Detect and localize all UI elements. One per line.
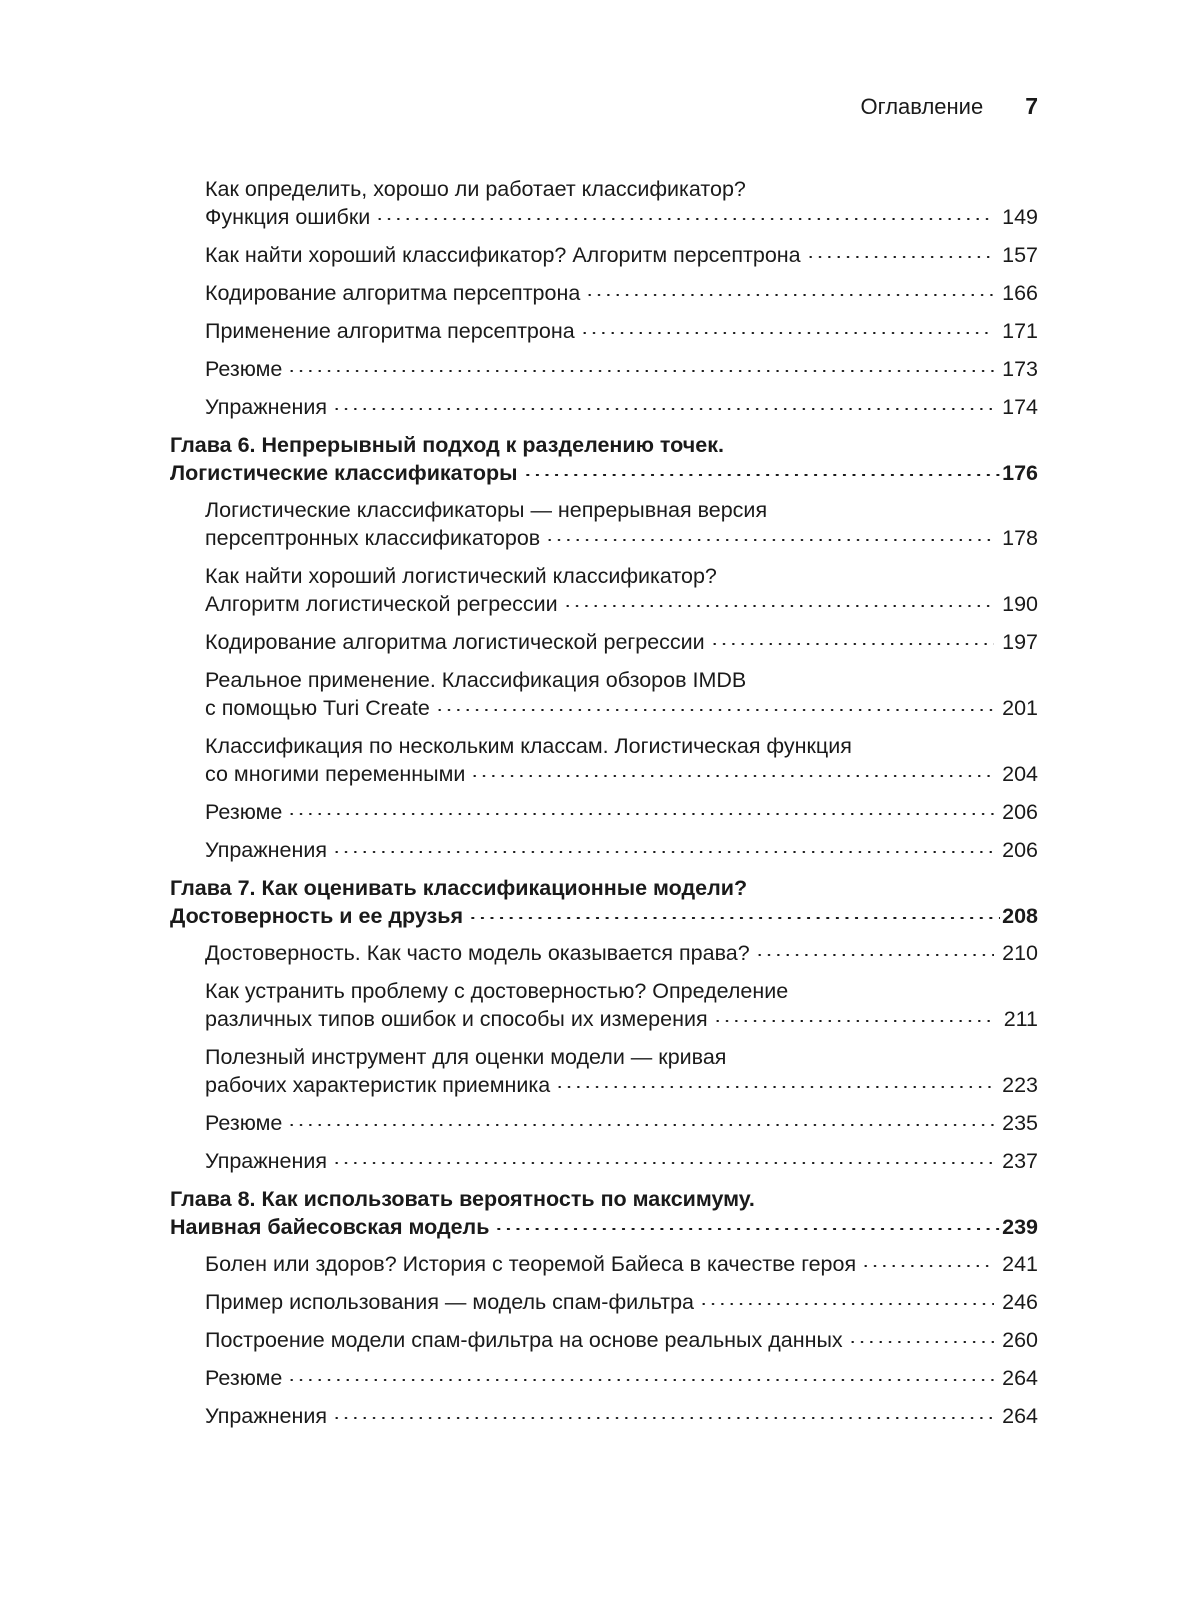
toc-section-entry: [170, 496, 1038, 552]
toc-page-number: 235: [1002, 1111, 1038, 1135]
dot-leader: [332, 1162, 994, 1164]
dot-leader: [332, 851, 994, 853]
dot-leader: [494, 1228, 1000, 1230]
toc-entry-title-line: Полезный инструмент для оценки модели — кривая: [205, 1045, 727, 1069]
dot-leader: [287, 1124, 994, 1126]
dot-leader: [699, 1303, 994, 1305]
toc-entry-last-line: [205, 1364, 1038, 1392]
toc-entry-title: Применение алгоритма персептрона: [205, 319, 575, 343]
toc-page-number: 246: [1002, 1290, 1038, 1314]
dot-leader: [710, 643, 994, 645]
toc-chapter-entry: [170, 1185, 1038, 1241]
dot-leader: [470, 775, 994, 777]
toc-page-number: 171: [1002, 319, 1038, 343]
toc-section-entry: [170, 317, 1038, 345]
dot-leader: [332, 408, 994, 410]
toc-page-number: 208: [1002, 904, 1038, 928]
toc-entry-title-line: Как определить, хорошо ли работает классификатор?: [205, 177, 746, 201]
toc-section-entry: [170, 977, 1038, 1033]
toc-page-number: 190: [1002, 592, 1038, 616]
toc-entry-last-line: [205, 1288, 1038, 1316]
page-number: 7: [1025, 93, 1038, 119]
toc-entry-title: Кодирование алгоритма персептрона: [205, 281, 581, 305]
toc-section-entry: [170, 798, 1038, 826]
running-header: [170, 93, 1038, 120]
toc-page-number: 223: [1002, 1073, 1038, 1097]
toc-section-entry: [170, 732, 1038, 788]
toc-entry-title-line: Глава 6. Непрерывный подход к разделению точек.: [170, 433, 724, 457]
toc-entry-title: Построение модели спам-фильтра на основе реальных данных: [205, 1328, 843, 1352]
toc-entry-title-line: Глава 7. Как оценивать классификационные модели?: [170, 876, 748, 900]
toc-entry-title: Резюме: [205, 357, 283, 381]
toc-entry-last-line: [205, 279, 1038, 307]
toc-section-entry: [170, 279, 1038, 307]
toc-entry-title: Упражнения: [205, 838, 327, 862]
dot-leader: [806, 256, 995, 258]
dot-leader: [287, 813, 994, 815]
dot-leader: [435, 709, 994, 711]
toc-section-entry: [170, 939, 1038, 967]
toc-entry-last-line: [170, 1213, 1038, 1241]
toc-entry-title-line: Классификация по нескольким классам. Логистическая функция: [205, 734, 852, 758]
toc-entry-title-line: Логистические классификаторы — непрерывная версия: [205, 498, 768, 522]
toc-chapter-entry: [170, 874, 1038, 930]
toc-section-entry: [170, 393, 1038, 421]
toc-section-entry: [170, 1326, 1038, 1354]
table-of-contents: [170, 175, 1038, 1440]
toc-entry-title: Достоверность и ее друзья: [170, 904, 464, 928]
dot-leader: [861, 1265, 994, 1267]
dot-leader: [580, 332, 994, 334]
dot-leader: [287, 1379, 994, 1381]
toc-section-entry: [170, 1109, 1038, 1137]
toc-page-number: 239: [1002, 1215, 1038, 1239]
toc-entry-last-line: [170, 902, 1038, 930]
toc-page-number: 211: [1003, 1007, 1038, 1031]
toc-entry-last-line: [205, 1005, 1038, 1033]
toc-page-number: 206: [1002, 838, 1038, 862]
toc-entry-title: Кодирование алгоритма логистической регрессии: [205, 630, 705, 654]
toc-entry-title: Резюме: [205, 800, 283, 824]
toc-section-entry: [170, 175, 1038, 231]
dot-leader: [545, 539, 994, 541]
toc-entry-last-line: [205, 836, 1038, 864]
toc-entry-title: с помощью Turi Create: [205, 696, 430, 720]
dot-leader: [287, 370, 994, 372]
toc-page-number: 264: [1002, 1404, 1038, 1428]
dot-leader: [563, 605, 994, 607]
dot-leader: [585, 294, 994, 296]
toc-entry-title: Наивная байесовская модель: [170, 1215, 490, 1239]
toc-entry-last-line: [205, 393, 1038, 421]
toc-entry-title: Как найти хороший классификатор? Алгоритм персептрона: [205, 243, 801, 267]
toc-section-entry: [170, 1250, 1038, 1278]
toc-section-entry: [170, 628, 1038, 656]
dot-leader: [848, 1341, 994, 1343]
toc-entry-last-line: [205, 1071, 1038, 1099]
toc-entry-title: Резюме: [205, 1366, 283, 1390]
toc-entry-last-line: [205, 628, 1038, 656]
toc-section-entry: [170, 562, 1038, 618]
toc-section-entry: [170, 1043, 1038, 1099]
toc-page-number: 210: [1002, 941, 1038, 965]
toc-entry-title: Функция ошибки: [205, 205, 371, 229]
toc-entry-last-line: [170, 459, 1038, 487]
toc-page-number: 149: [1002, 205, 1038, 229]
toc-section-entry: [170, 1402, 1038, 1430]
toc-page-number: 241: [1002, 1252, 1038, 1276]
toc-entry-title: Алгоритм логистической регрессии: [205, 592, 558, 616]
toc-entry-last-line: [205, 760, 1038, 788]
toc-entry-last-line: [205, 524, 1038, 552]
toc-section-entry: [170, 355, 1038, 383]
toc-section-entry: [170, 1364, 1038, 1392]
toc-entry-last-line: [205, 317, 1038, 345]
toc-entry-last-line: [205, 1326, 1038, 1354]
toc-entry-title: Резюме: [205, 1111, 283, 1135]
toc-page-number: 173: [1002, 357, 1038, 381]
toc-entry-title: рабочих характеристик приемника: [205, 1073, 551, 1097]
toc-entry-title-line: Глава 8. Как использовать вероятность по максимуму.: [170, 1187, 755, 1211]
dot-leader: [713, 1020, 996, 1022]
toc-entry-title-line: Как устранить проблему с достоверностью? Определение: [205, 979, 789, 1003]
toc-page-number: 260: [1002, 1328, 1038, 1352]
dot-leader: [375, 218, 994, 220]
toc-entry-title: персептронных классификаторов: [205, 526, 541, 550]
toc-entry-last-line: [205, 798, 1038, 826]
toc-page-number: 264: [1002, 1366, 1038, 1390]
toc-entry-last-line: [205, 203, 1038, 231]
toc-page-number: 206: [1002, 800, 1038, 824]
toc-page-number: 201: [1002, 696, 1038, 720]
toc-section-entry: [170, 1147, 1038, 1175]
toc-entry-last-line: [205, 1109, 1038, 1137]
dot-leader: [523, 474, 1001, 476]
toc-entry-last-line: [205, 590, 1038, 618]
toc-entry-title: различных типов ошибок и способы их измерения: [205, 1007, 708, 1031]
toc-chapter-entry: [170, 431, 1038, 487]
toc-page-number: 157: [1002, 243, 1038, 267]
toc-page-number: 204: [1002, 762, 1038, 786]
toc-section-entry: [170, 836, 1038, 864]
toc-entry-title-line: Реальное применение. Классификация обзоров IMDB: [205, 668, 747, 692]
toc-page-number: 197: [1002, 630, 1038, 654]
toc-entry-last-line: [205, 939, 1038, 967]
dot-leader: [332, 1417, 994, 1419]
toc-entry-title: Упражнения: [205, 395, 327, 419]
toc-entry-last-line: [205, 1147, 1038, 1175]
dot-leader: [468, 917, 1000, 919]
toc-entry-last-line: [205, 241, 1038, 269]
toc-section-entry: [170, 1288, 1038, 1316]
dot-leader: [555, 1086, 994, 1088]
toc-entry-title-line: Как найти хороший логистический классификатор?: [205, 564, 717, 588]
toc-entry-title: Пример использования — модель спам-фильтра: [205, 1290, 694, 1314]
toc-entry-title: Болен или здоров? История с теоремой Байеса в качестве героя: [205, 1252, 857, 1276]
toc-entry-last-line: [205, 1402, 1038, 1430]
toc-page-number: 166: [1002, 281, 1038, 305]
toc-page-number: 237: [1002, 1149, 1038, 1173]
toc-page-number: 178: [1002, 526, 1038, 550]
running-header-title: Оглавление: [860, 94, 984, 119]
toc-section-entry: [170, 666, 1038, 722]
dot-leader: [755, 954, 994, 956]
toc-entry-title: Упражнения: [205, 1404, 327, 1428]
toc-section-entry: [170, 241, 1038, 269]
toc-page-number: 176: [1002, 461, 1038, 485]
toc-entry-last-line: [205, 355, 1038, 383]
toc-entry-title: Достоверность. Как часто модель оказывается права?: [205, 941, 750, 965]
toc-entry-title: Упражнения: [205, 1149, 327, 1173]
toc-entry-title: Логистические классификаторы: [170, 461, 518, 485]
toc-entry-last-line: [205, 694, 1038, 722]
toc-page-number: 174: [1002, 395, 1038, 419]
toc-entry-last-line: [205, 1250, 1038, 1278]
toc-entry-title: со многими переменными: [205, 762, 466, 786]
